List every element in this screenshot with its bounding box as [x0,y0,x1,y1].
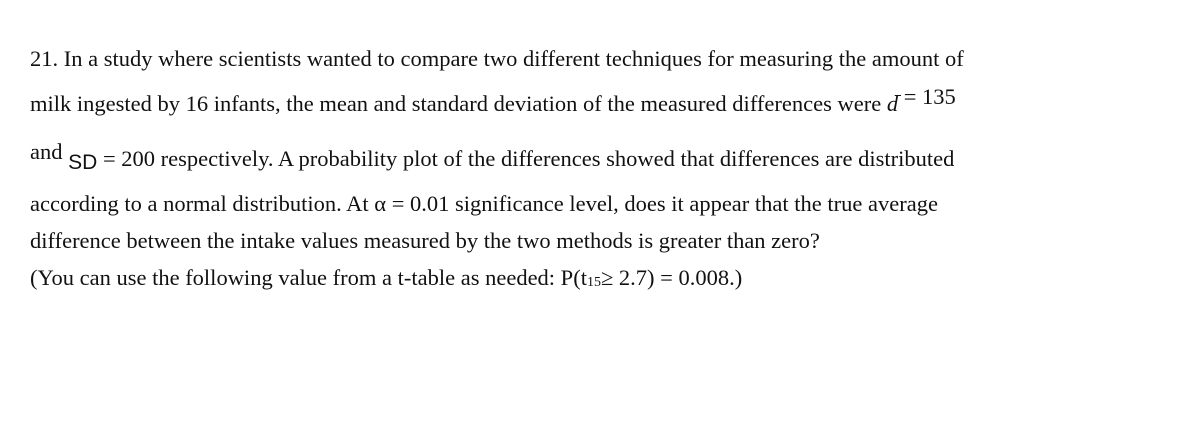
problem-line-5: difference between the intake values measured by the two methods is greater than zero? [30,228,820,253]
problem-line-3-lead: and [30,139,69,164]
problem-line-1: 21. In a study where scientists wanted to compare two different techniques for measuring the amount of [30,46,964,71]
problem-line-6 [30,264,742,296]
problem-line-6-pre: (You can use the following value from a t-table as needed: P(t [30,265,587,290]
problem-line-2 [30,84,956,118]
d-bar-symbol: d [886,91,899,116]
problem-line-4: according to a normal distribution. At α = 0.01 significance level, does it appear that the true average [30,191,938,216]
problem-line-6-post: ≥ 2.7) = 0.008.) [600,265,743,290]
problem-line-2-text: milk ingested by 16 infants, the mean and standard deviation of the measured differences were [30,91,887,116]
problem-line-3-rest: = 200 respectively. A probability plot of the differences showed that differences are distributed [97,146,955,171]
d-bar-value: = 135 [898,84,956,109]
sd-symbol: SD [68,151,98,174]
problem-line-3 [30,139,955,174]
t-subscript: 15 [586,275,601,290]
